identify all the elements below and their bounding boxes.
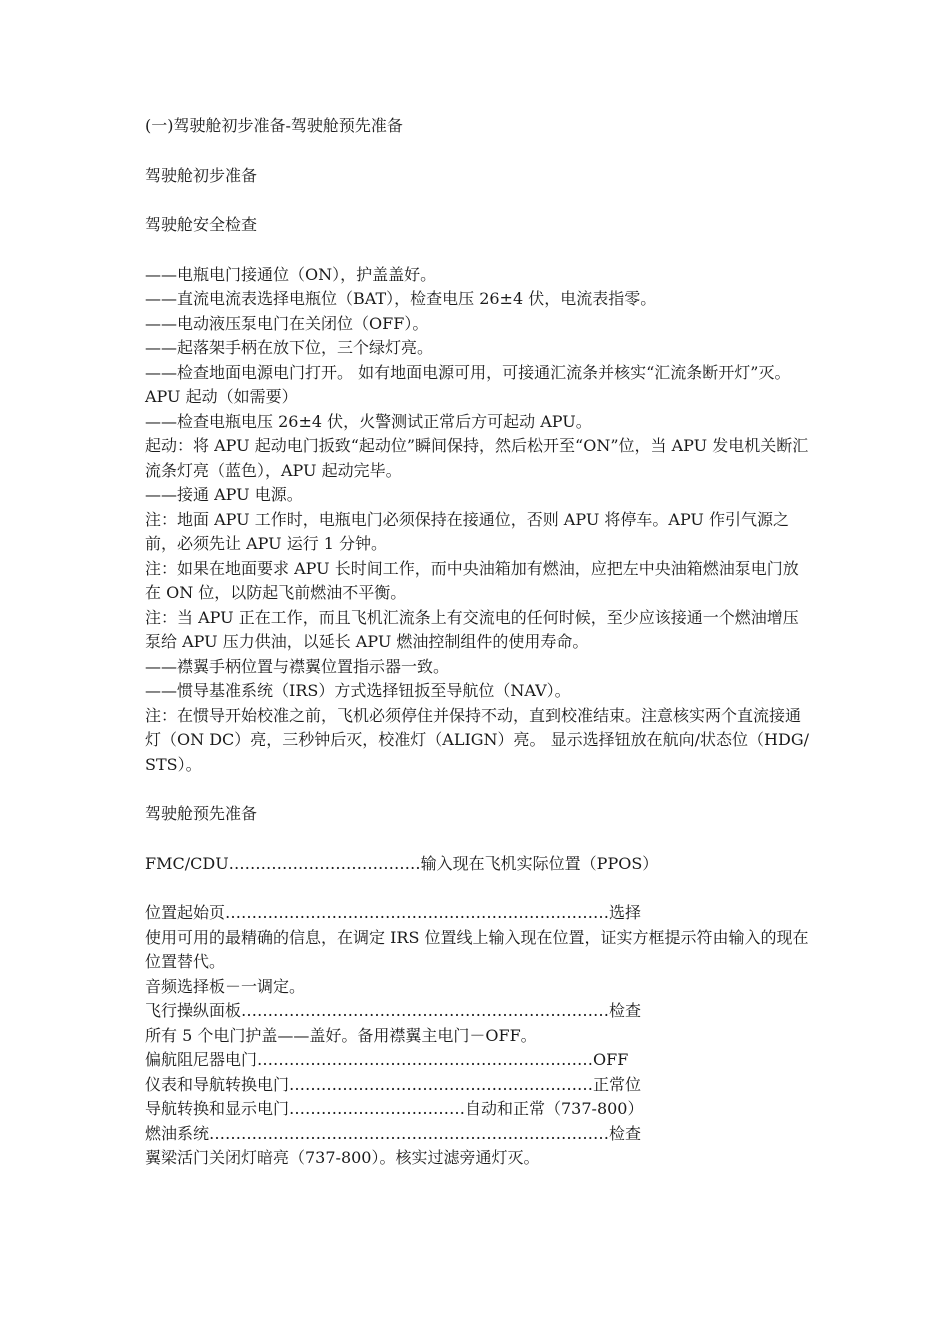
checklist-row-flight-control: 飞行操纵面板……………………………………………………………检查 [145,1001,642,1020]
checklist-row-audio: 音频选择板－一调定。 [145,976,306,996]
checklist-item: ——电动液压泵电门在关闭位（OFF）。 [145,313,429,333]
checklist-row-nav-display: 导航转换和显示电门……………………………自动和正常（737-800） [145,1099,644,1118]
checklist-item-apu-power: ——接通 APU 电源。 [145,485,303,504]
document-body [145,114,810,1171]
section-heading-preliminary: 驾驶舱初步准备 [145,165,258,185]
subsection-heading-safety-check: 驾驶舱安全检查 [145,215,258,234]
checklist-row-yaw-damper: 偏航阻尼器电门………………………………………………………OFF [145,1050,629,1069]
checklist-row-instrument-nav: 仪表和导航转换电门…………………………………………………正常位 [145,1074,642,1094]
checklist-row-pos-init: 位置起始页………………………………………………………………选择 [145,903,642,922]
pos-init-description: 使用可用的最精确的信息，在调定 IRS 位置线上输入现在位置，证实方框提示符由输入的现在位置替代。 [145,927,809,971]
checklist-row-fuel-system: 燃油系统…………………………………………………………………检查 [145,1123,642,1143]
doc-title: (一)驾驶舱初步准备-驾驶舱预先准备 [145,116,403,135]
checklist-row-fmc: FMC/CDU………………………………输入现在飞机实际位置（PPOS） [145,853,659,873]
checklist-item-ground-power: ——检查地面电源电门打开。 如有地面电源可用，可接通汇流条并核实“汇流条断开灯”灭。 [145,362,791,382]
note-paragraph: 注：在惯导开始校准之前，飞机必须停住并保持不动，直到校准结束。注意核实两个直流接通灯（ON DC）亮，三秒钟后灭，校准灯（ALIGN）亮。 显示选择钮放在航向/状态位（HDG/STS）。 [145,705,809,774]
section-heading-preflight: 驾驶舱预先准备 [145,804,258,823]
checklist-item: ——直流电流表选择电瓶位（BAT），检查电压 26±4 伏，电流表指零。 [145,289,657,308]
checklist-item-apu-check: ——检查电瓶电压 26±4 伏，火警测试正常后方可起动 APU。 [145,411,592,431]
checklist-item-flaps: ——襟翼手柄位置与襟翼位置指示器一致。 [145,656,450,676]
checklist-item: ——电瓶电门接通位（ON），护盖盖好。 [145,264,437,284]
apu-heading: APU 起动（如需要） [145,387,298,406]
checklist-item: ——起落架手柄在放下位，三个绿灯亮。 [145,338,434,357]
apu-start-procedure: 起动：将 APU 起动电门扳致“起动位”瞬间保持，然后松开至“ON”位，当 APU 发电机关断汇流条灯亮（蓝色），APU 起动完毕。 [145,436,809,480]
note-paragraph: 注：地面 APU 工作时，电瓶电门必须保持在接通位，否则 APU 将停车。APU 作引气源之前，必须先让 APU 运行 1 分钟。 [145,509,790,553]
guards-description: 所有 5 个电门护盖——盖好。备用襟翼主电门－OFF。 [145,1025,537,1045]
checklist-item-irs: ——惯导基准系统（IRS）方式选择钮扳至导航位（NAV）。 [145,681,571,700]
spar-valve-description: 翼梁活门关闭灯暗亮（737-800）。核实过滤旁通灯灭。 [145,1148,540,1167]
note-paragraph: 注：当 APU 正在工作，而且飞机汇流条上有交流电的任何时候，至少应该接通一个燃油增压泵给 APU 压力供油，以延长 APU 燃油控制组件的使用寿命。 [145,607,799,651]
note-paragraph: 注：如果在地面要求 APU 长时间工作，而中央油箱加有燃油，应把左中央油箱燃油泵电门放在 ON 位，以防起飞前燃油不平衡。 [145,558,799,602]
